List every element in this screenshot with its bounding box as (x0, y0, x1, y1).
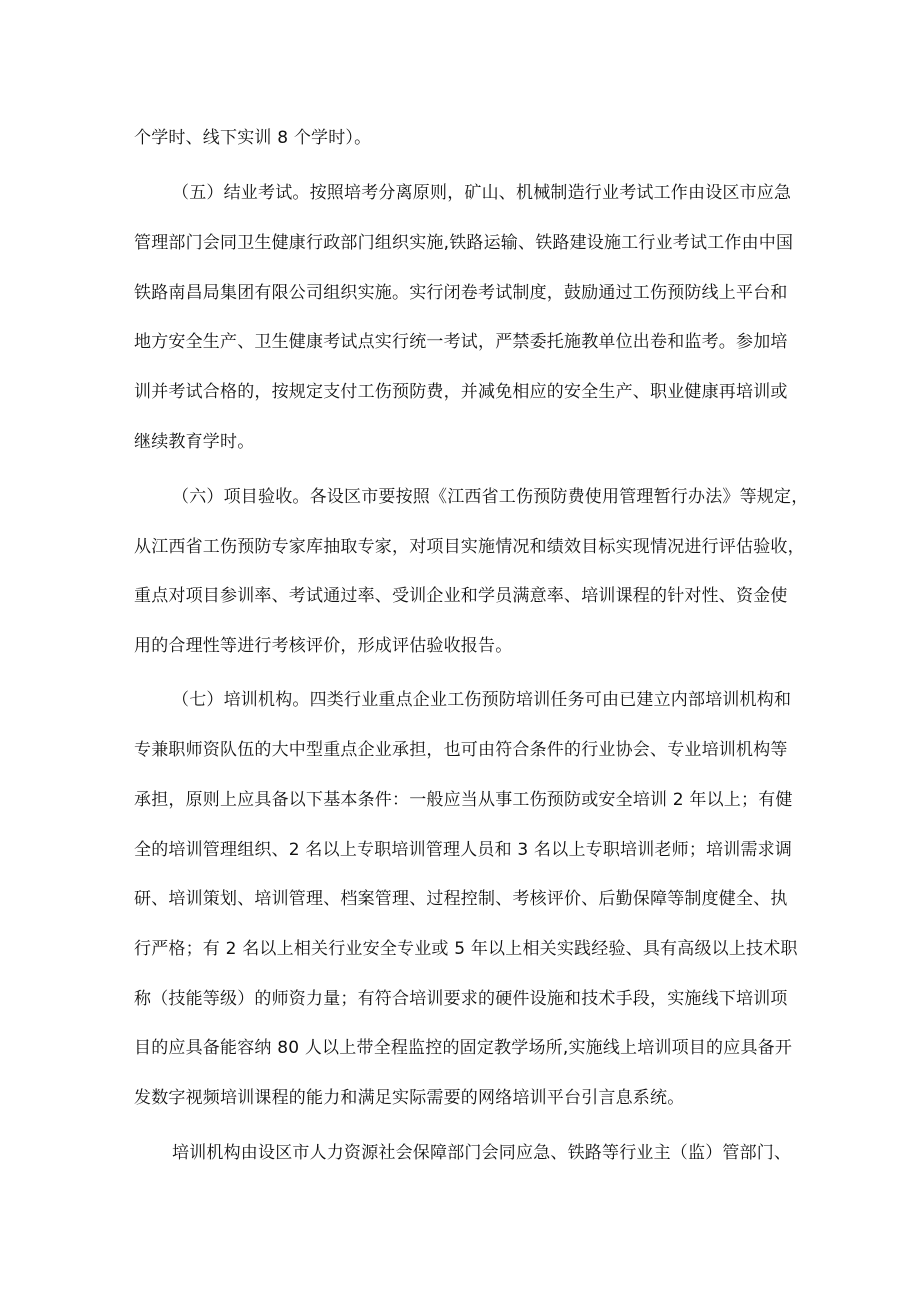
paragraph-7-line-3: 承担，原则上应具备以下基本条件：一般应当从事工伤预防或安全培训 2 年以上；有健 (134, 790, 793, 810)
paragraph-6-line-1: （六）项目验收。各设区市要按照《江西省工伤预防费使用管理暂行办法》等规定， (172, 487, 809, 507)
paragraph-5-line-6: 继续教育学时。 (134, 432, 255, 452)
paragraph-7-line-9: 发数字视频培训课程的能力和满足实际需要的网络培训平台引言息系统。 (134, 1088, 685, 1108)
text-line-1: 个学时、线下实训 8 个学时）。 (134, 128, 372, 148)
paragraph-7-line-2: 专兼职师资队伍的大中型重点企业承担，也可由符合条件的行业协会、专业培训机构等 (134, 740, 788, 760)
paragraph-5-line-5: 训并考试合格的，按规定支付工伤预防费，并减免相应的安全生产、职业健康再培训或 (134, 382, 788, 402)
paragraph-5-line-2: 管理部门会同卫生健康行政部门组织实施,铁路运输、铁路建设施工行业考试工作由中国 (134, 233, 794, 253)
paragraph-7-line-8: 目的应具备能容纳 80 人以上带全程监控的固定教学场所,实施线上培训项目的应具备开 (134, 1038, 793, 1058)
paragraph-7-line-6: 行严格；有 2 名以上相关行业安全专业或 5 年以上相关实践经验、具有高级以上技术职 (134, 939, 798, 959)
paragraph-6-line-2: 从江西省工伤预防专家库抽取专家，对项目实施情况和绩效目标实现情况进行评估验收， (134, 537, 805, 557)
paragraph-8-line-1: 培训机构由设区市人力资源社会保障部门会同应急、铁路等行业主（监）管部门、 (172, 1143, 792, 1163)
paragraph-7-line-1: （七）培训机构。四类行业重点企业工伤预防培训任务可由已建立内部培训机构和 (172, 690, 792, 710)
paragraph-5-line-1: （五）结业考试。按照培考分离原则，矿山、机械制造行业考试工作由设区市应急 (172, 183, 792, 203)
paragraph-7-line-4: 全的培训管理组织、2 名以上专职培训管理人员和 3 名以上专职培训老师；培训需求调 (134, 840, 793, 860)
paragraph-7-line-5: 研、培训策划、培训管理、档案管理、过程控制、考核评价、后勤保障等制度健全、执 (134, 889, 788, 909)
paragraph-5-line-3: 铁路南昌局集团有限公司组织实施。实行闭卷考试制度，鼓励通过工伤预防线上平台和 (134, 283, 788, 303)
paragraph-5-line-4: 地方安全生产、卫生健康考试点实行统一考试，严禁委托施教单位出卷和监考。参加培 (134, 332, 788, 352)
paragraph-7-line-7: 称（技能等级）的师资力量；有符合培训要求的硬件设施和技术手段，实施线下培训项 (134, 989, 788, 1009)
paragraph-6-line-4: 用的合理性等进行考核评价，形成评估验收报告。 (134, 636, 513, 656)
paragraph-6-line-3: 重点对项目参训率、考试通过率、受训企业和学员满意率、培训课程的针对性、资金使 (134, 586, 788, 606)
